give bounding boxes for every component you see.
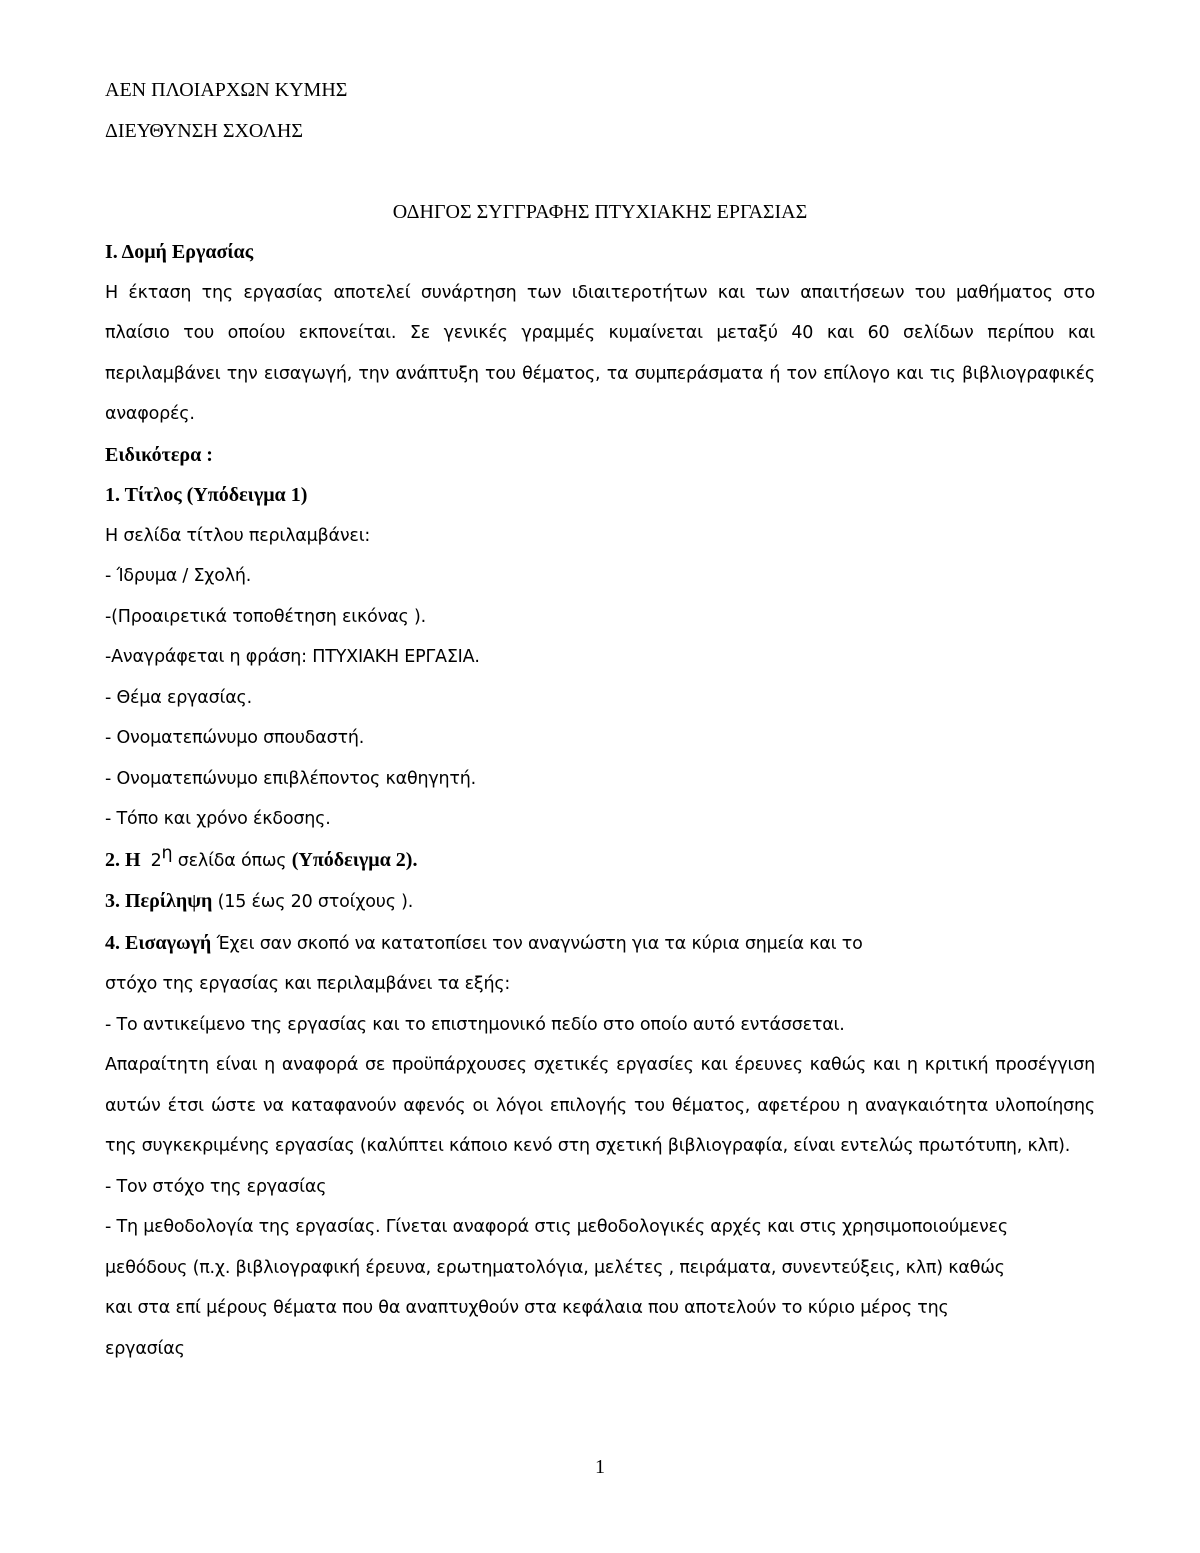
- list-item: - Ίδρυμα / Σχολή.: [105, 566, 252, 586]
- list-item: - Το αντικείμενο της εργασίας και το επιστημονικό πεδίο στο οποίο αυτό εντάσσεται.: [105, 1014, 845, 1035]
- list-item-continued: μεθόδους (π.χ. βιβλιογραφική έρευνα, ερωτηματολόγια, μελέτες , πειράματα, συνεντεύξεις, κλπ) καθώς: [105, 1257, 1005, 1278]
- list-item: - Ονοματεπώνυμο επιβλέποντος καθηγητή.: [105, 768, 476, 789]
- list-item: - Τόπο και χρόνο έκδοσης.: [105, 809, 331, 829]
- item4-line-continued: στόχο της εργασίας και περιλαμβάνει τα εξής:: [105, 974, 511, 994]
- list-item: - Ονοματεπώνυμο σπουδαστή.: [105, 728, 365, 748]
- header-org: ΑΕΝ ΠΛΟΙΑΡΧΩΝ ΚΥΜΗΣ: [105, 79, 348, 101]
- item4-paragraph: Απαραίτητη είναι η αναφορά σε προϋπάρχουσες σχετικές εργασίες και έρευνες καθώς και η κριτική προσέγγιση αυτών έτσι ώστε να καταφανούν αφενός οι λόγοι επιλογής του θέματος, αφετέρου η αναγκαιότητα υλοποίησης της συγκεκριμένης εργασίας (καλύπτει κάποιο κενό στη σχετική βιβλιογραφία, είναι εντελώς πρωτότυπη, κλπ).: [105, 1055, 1095, 1156]
- list-item: - Τον στόχο της εργασίας: [105, 1176, 327, 1197]
- section-intro-paragraph: Η έκταση της εργασίας αποτελεί συνάρτηση των ιδιαιτεροτήτων και των απαιτήσεων του μαθήματος στο πλαίσιο του οποίου εκπονείται. Σε γενικές γραμμές κυμαίνεται μεταξύ 40 και 60 σελίδων περίπου και περιλαμβάνει την εισαγωγή, την ανάπτυξη του θέματος, τα συμπεράσματα ή τον επίλογο και τις βιβλιογραφικές αναφορές.: [105, 282, 1095, 424]
- item3-line: 3. Περίληψη (15 έως 20 στοίχους ).: [105, 890, 414, 912]
- list-item-continued: και στα επί μέρους θέματα που θα αναπτυχθούν στα κεφάλαια που αποτελούν το κύριο μέρος της: [105, 1298, 949, 1318]
- list-item: - Τη μεθοδολογία της εργασίας. Γίνεται αναφορά στις μεθοδολογικές αρχές και στις χρησιμοποιούμενες: [105, 1217, 1008, 1237]
- spacer: [105, 151, 1095, 192]
- list-item: -(Προαιρετικά τοποθέτηση εικόνας ).: [105, 606, 426, 627]
- document-body: [105, 70, 1095, 1369]
- list-item: -Αναγράφεται η φράση: ΠΤΥΧΙΑΚΗ ΕΡΓΑΣΙΑ.: [105, 647, 480, 667]
- item4-line: 4. Εισαγωγή Έχει σαν σκοπό να κατατοπίσει τον αναγνώστη για τα κύρια σημεία και το: [105, 931, 863, 954]
- item1-intro: Η σελίδα τίτλου περιλαμβάνει:: [105, 525, 371, 546]
- page-number: 1: [595, 1456, 605, 1478]
- document-title: ΟΔΗΓΟΣ ΣΥΓΓΡΑΦΗΣ ΠΤΥΧΙΑΚΗΣ ΕΡΓΑΣΙΑΣ: [392, 200, 808, 223]
- specifically-label: Ειδικότερα :: [105, 443, 213, 466]
- section-heading: Ι. Δομή Εργασίας: [105, 241, 254, 263]
- header-department: ΔΙΕΥΘΥΝΣΗ ΣΧΟΛΗΣ: [105, 119, 303, 142]
- item1-heading: 1. Τίτλος (Υπόδειγμα 1): [105, 484, 308, 506]
- list-item-continued: εργασίας: [105, 1338, 185, 1359]
- item2-line: 2. Η $2^\eta$ σελίδα όπως (Υπόδειγμα 2).: [105, 842, 418, 871]
- list-item: - Θέμα εργασίας.: [105, 687, 252, 708]
